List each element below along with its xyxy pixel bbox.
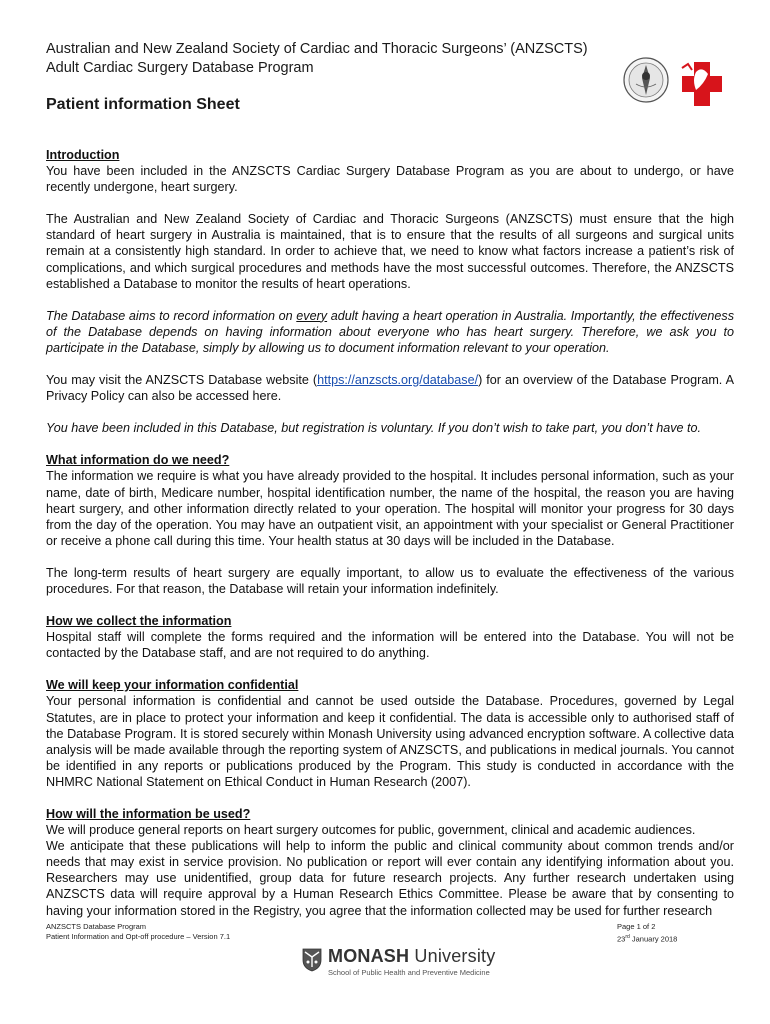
information-needed-paragraph-2: The long-term results of heart surgery are equally important, to allow us to evaluate the effectiveness of the various procedures. For that reason, the Database will retain your information indefinitely. bbox=[46, 565, 734, 596]
society-seal-icon bbox=[624, 58, 668, 102]
every-emphasis: every bbox=[296, 308, 328, 323]
page-number: Page 1 of 2 bbox=[617, 922, 656, 931]
footer-right bbox=[617, 922, 677, 945]
monash-logo bbox=[302, 946, 502, 980]
monash-school-name: School of Public Health and Preventive Medicine bbox=[328, 968, 490, 977]
footer-version: Patient Information and Opt-off procedure – Version 7.1 bbox=[46, 932, 231, 941]
introduction-paragraph-1: You have been included in the ANZSCTS Cardiac Surgery Database Program as you are about to undergo, or have recently undergone, heart surgery. bbox=[46, 164, 734, 195]
monash-university-name: MONASH University bbox=[328, 946, 496, 966]
society-logos bbox=[622, 50, 732, 110]
introduction-paragraph-2: The Australian and New Zealand Society of Cardiac and Thoracic Surgeons (ANZSCTS) must ensure that the high standard of heart surgery in Australia is maintained, that is to ensure that the results of all surgeons and surgical units remain at a consistently high standard. In order to achieve that, we need to know what factors increase a patient’s risk of complications, and which surgical procedures and methods have the most successful outcomes. Therefore, the ANZSCTS established a Database to monitor the results of heart operations. bbox=[46, 212, 734, 291]
voluntary-notice: You have been included in this Database, but registration is voluntary. If you don’t wish to take part, you don’t have to. bbox=[46, 421, 702, 436]
document-header bbox=[46, 40, 588, 78]
usage-paragraph-1: We will produce general reports on heart surgery outcomes for public, government, clinical and academic audiences. bbox=[46, 823, 696, 838]
header-program: Adult Cardiac Surgery Database Program bbox=[46, 60, 314, 76]
document-body bbox=[46, 147, 734, 935]
section-information-needed bbox=[46, 452, 734, 549]
footer-program: ANZSCTS Database Program bbox=[46, 922, 147, 931]
usage-heading: How will the information be used? bbox=[46, 807, 251, 821]
anzscts-cross-logo-icon bbox=[680, 60, 724, 106]
section-confidential bbox=[46, 677, 734, 790]
footer-date: 23rd January 2018 bbox=[617, 934, 678, 944]
page-title: Patient information Sheet bbox=[46, 96, 240, 113]
introduction-heading: Introduction bbox=[46, 148, 120, 162]
section-usage bbox=[46, 806, 734, 919]
introduction-paragraph-4: You may visit the ANZSCTS Database website (https://anzscts.org/database/) for an overview of the Database Program. A Privacy Policy can also be accessed here. bbox=[46, 373, 735, 404]
information-needed-paragraph-1: The information we require is what you have already provided to the hospital. It includes personal information, such as your name, date of birth, Medicare number, hospital identification number, the name of the hospital, the reason you are having heart surgery, and other information directly related to your operation. The hospital will monitor your progress for 30 days from the day of the operation. You may have an outpatient visit, an appointment with your specialist or General Practitioner or receive a phone call during this time. Your health status at 30 days will be included in the Database. bbox=[46, 469, 734, 548]
collection-paragraph: Hospital staff will complete the forms required and the information will be entered into the Database. You will not be contacted by the Database staff, and are not required to do anything. bbox=[46, 630, 734, 661]
collection-heading: How we collect the information bbox=[46, 614, 232, 629]
section-collection bbox=[46, 613, 734, 661]
confidential-heading: We will keep your information confidential bbox=[46, 678, 299, 693]
database-website-link[interactable]: https://anzscts.org/database/ bbox=[317, 373, 479, 388]
header-society: Australian and New Zealand Society of Cardiac and Thoracic Surgeons’ (ANZSCTS) bbox=[46, 41, 588, 57]
information-needed-heading: What information do we need? bbox=[46, 453, 230, 468]
monash-shield-icon bbox=[302, 948, 322, 972]
footer-left bbox=[46, 922, 230, 942]
introduction-paragraph-3: The Database aims to record information on every adult having a heart operation in Australia. Importantly, the effectiveness of the Database depends on having information about everyone who has heart surgery. Therefore, we ask you to participate in the Database, simply by allowing us to document information relevant to your operation. bbox=[46, 308, 734, 355]
usage-paragraph-2: We anticipate that these publications will help to inform the public and clinical community about common trends and/or needs that may exist in service provision. No publication or report will ever contain any identifying information about you. Researchers may use unidentified, group data for future research projects. Any further research undertaken using ANZSCTS data will require approval by a Human Research Ethics Committee. Please be aware that by consenting to having your information stored in the Registry, you agree that the information collected may be used for further research bbox=[46, 839, 734, 918]
section-introduction bbox=[46, 147, 734, 195]
confidential-paragraph: Your personal information is confidential and cannot be used outside the Database. Procedures, governed by Legal Statutes, are in place to protect your information and keep it confidential. The data is accessible only to authorised staff of the Database Program. It is stored securely within Monash University using advanced encryption software. A collective data analysis will be made available through the reporting system of ANZSCTS, and publications in medical journals. You cannot be identified in any reports or publications produced by the Program. This study is conducted in accordance with the NHMRC National Statement on Ethical Conduct in Human Research (2007). bbox=[46, 694, 734, 789]
